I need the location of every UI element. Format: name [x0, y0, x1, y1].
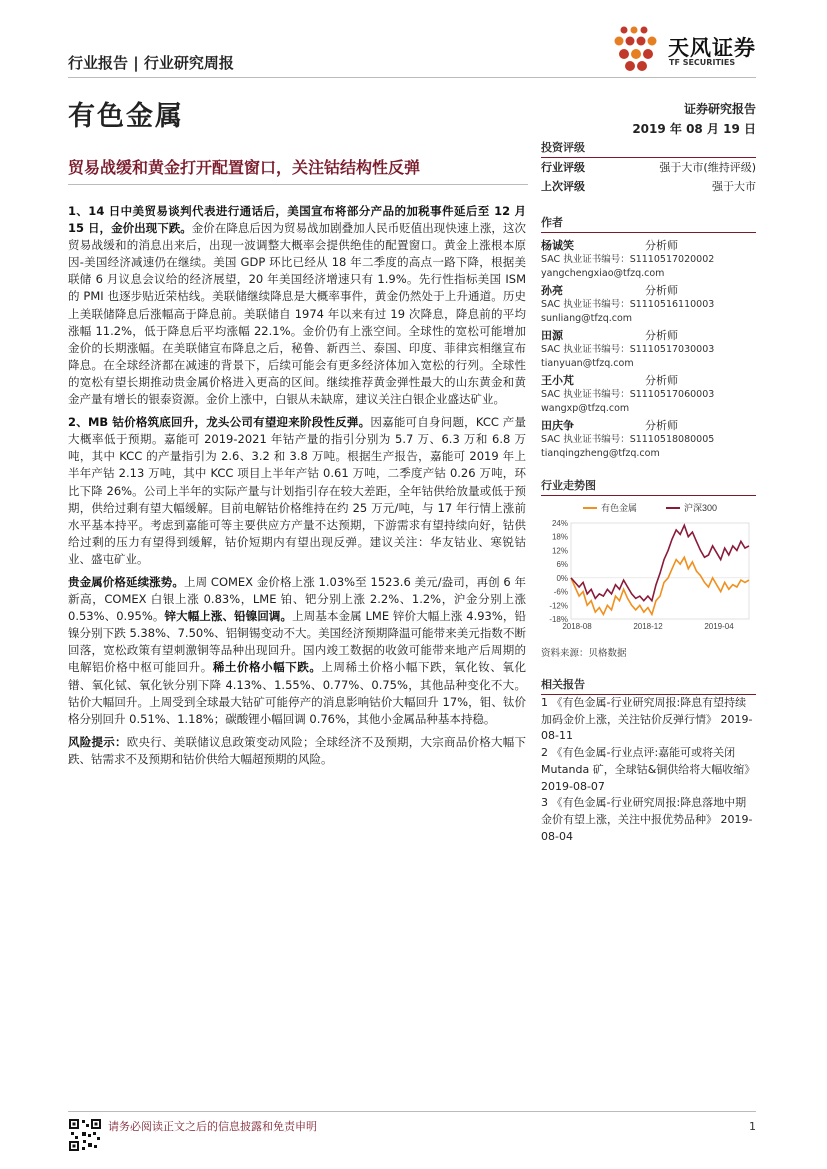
analyst-name: 田庆争: [541, 419, 574, 432]
trend-section: [541, 477, 756, 496]
rating-title: 投资评级: [541, 139, 756, 158]
rating-row: 行业评级 强于大市(维持评级): [541, 161, 756, 174]
analyst-cert: SAC 执业证书编号：S1110516110003: [541, 299, 715, 310]
industry-title: 有色金属: [68, 101, 184, 132]
analyst-name: 杨诚笑: [541, 239, 574, 252]
analyst-email[interactable]: yangchengxiao@tfzq.com: [541, 268, 665, 279]
paragraph-risk: 风险提示：欧央行、美联储议息政策变动风险；全球经济不及预期，大宗商品价格大幅下跌、钴需求不及预期和钴价供给大幅超预期的风险。: [68, 734, 526, 766]
x-tick-label: 2018-08: [562, 622, 592, 631]
x-tick-label: 2018-12: [633, 622, 663, 631]
rating-section: [541, 139, 756, 196]
chart-source: 资料来源：贝格数据: [541, 648, 627, 659]
paragraph-prices: 贵金属价格延续涨势。上周 COMEX 金价格上涨 1.03%至 1523.6 美元/盎司，再创 6 年新高，COMEX 白银上涨 0.83%，LME 铂、钯分别上涨 2.2%、1.2%，沪金分别上涨 0.53%、0.95%。锌大幅上涨、铅镍回调。上周基本金属 LME 锌价大幅上涨 4.93%，铅镍分别下跌 5.38%、7.50%、铝铜锡变动不大。美国经济预期降温可能带来美元指数不断回落，宽松政策有望刺激铜等品种出现回升。国内竣工数据的收敛可能带来地产后周期的电解铝价格中枢可能回升。稀土价格小幅下跌。上周稀土价格小幅下跌，氧化钕、氧化镨、氧化铽、氧化钬分别下降 4.13%、1.55%、0.77%、0.75%，其他品种变化不大。钴价大幅回升。上周受到全球最大钴矿可能停产的消息影响钴价大幅回升 17%，钼、钛价格分别回升 0.51%、1.18%；碳酸锂小幅回调 0.76%，其他小金属品种基本持稳。: [68, 574, 527, 726]
rating-row: 上次评级 强于大市: [541, 180, 756, 193]
y-tick-label: 24%: [551, 519, 568, 528]
y-tick-label: 6%: [556, 560, 568, 570]
trend-chart: [541, 497, 756, 637]
logo-text: 天风证券: [668, 36, 756, 60]
paragraph-cobalt: 2、MB 钴价格筑底回升，龙头公司有望迎来阶段性反弹。因嘉能可自身问题，KCC 产量大概率低于预期。嘉能可 2019-2021 年钴产量的指引分别为 5.7 万、6.3 万和 6.8 万吨，其中 KCC 的产量指引为 2.6、3.2 和 3.8 万吨。根据生产报告，嘉能可 2019 年上半年产钴 2.13 万吨，其中 KCC 项目上半年产钴 0.61 万吨，二季度产钴 0.26 万吨，环比下降 26%。公司上半年的实际产量与计划指引存在较大差距，全年钴供给放量或低于预期，供给过剩有望大幅缓解。目前电解钴价格维持在约 25 万元/吨，与 17 年行情上涨前水平基本持平。考虑到嘉能可等主要供应方产量不达预期，下游需求有望持续向好，钴供给过剩的压力有望得到缓解，钴价短期内有望出现反弹。建议关注：华友钴业、寒锐钴业、盛屯矿业。: [68, 415, 526, 566]
analyst-entry: [541, 329, 756, 371]
report-subtitle: 贸易战缓和黄金打开配置窗口，关注钴结构性反弹: [68, 158, 421, 177]
analyst-entry: [541, 284, 756, 326]
series-line-nonferrous: [571, 557, 749, 614]
analyst-name: 孙亮: [541, 284, 563, 297]
analyst-entry: [541, 374, 756, 416]
analyst-role: 分析师: [645, 419, 678, 432]
author-section: [541, 214, 756, 464]
y-tick-label: 18%: [551, 532, 568, 542]
report-date: 2019 年 08 月 19 日: [632, 122, 756, 136]
y-tick-label: 0%: [556, 573, 568, 583]
analyst-email[interactable]: tianqingzheng@tfzq.com: [541, 448, 660, 459]
analyst-role: 分析师: [645, 239, 678, 252]
related-report-link[interactable]: 3 《有色金属-行业研究周报:降息落地中期金价有望上涨，关注中报优势品种》 2019-08-04: [541, 796, 753, 843]
title-divider: [68, 184, 528, 185]
analyst-name: 田源: [541, 329, 563, 342]
related-title: 相关报告: [541, 676, 756, 695]
paragraph-gold: 1、14 日中美贸易谈判代表进行通话后，美国宣布将部分产品的加税事件延后至 12 月 15 日，金价出现下跌。金价在降息后因为贸易战加剧叠加人民币贬值出现快速上涨，这次贸易战缓和的消息出来后，出现一波调整大概率会提供绝佳的配置窗口。黄金上涨根本原因-美国经济减速仍在继续。美国 GDP 环比已经从 18 年二季度的高点一路下降，根据美联储 6 月议息会议给的经济展望，20 年美国经济增速只有 1.9%。先行性指标美国 ISM 的 PMI 也逐步贴近荣枯线。美联储继续降息是大概率事件，黄金仍然处于上升通道。历史上美联储降息后涨幅高于降息前。美联储自 1974 年以来有过 19 次降息，降息前的平均涨幅 11.2%，低于降息后平均涨幅 22.1%。金价仍有上涨空间。全球性的宽松可能增加金价的长期涨幅。在美联储宣布降息之后，秘鲁、新西兰、泰国、印度、菲律宾相继宣布降息。在全球经济都在减速的背景下，后续可能会有更多经济体加入宽松的行列。全球性的宽松有望长期推动贵金属价格进入更高的区间。继续推荐黄金弹性最大的山东黄金和黄金产量有增长的银泰资源。金价上涨中，白银从未缺席，建议关注白银企业盛达矿业。: [68, 204, 526, 407]
y-tick-label: -12%: [549, 601, 568, 611]
y-tick-label: -6%: [553, 587, 568, 597]
y-tick-label: -18%: [549, 615, 568, 624]
analyst-role: 分析师: [645, 284, 678, 297]
footer-divider: [68, 1111, 756, 1112]
analyst-email[interactable]: sunliang@tfzq.com: [541, 313, 633, 324]
x-tick-label: 2019-04: [704, 622, 734, 631]
analyst-cert: SAC 执业证书编号：S1110517020002: [541, 254, 715, 265]
analyst-entry: [541, 419, 756, 461]
analyst-cert: SAC 执业证书编号：S1110517030003: [541, 344, 715, 355]
related-report-link[interactable]: 2 《有色金属-行业点评:嘉能可或将关闭 Mutanda 矿，全球钴&铜供给将大幅收缩》 2019-08-07: [541, 746, 756, 793]
author-title: 作者: [541, 214, 756, 233]
main-body: [68, 203, 526, 774]
related-report-link[interactable]: 1 《有色金属-行业研究周报:降息有望持续加码金价上涨，关注钴价反弹行情》 2019-08-11: [541, 696, 753, 743]
legend-label: 沪深300: [684, 503, 718, 513]
footer-disclaimer: 请务必阅读正文之后的信息披露和免责申明: [108, 1120, 317, 1133]
analyst-email[interactable]: wangxp@tfzq.com: [541, 403, 630, 414]
logo-subtext: TF SECURITIES: [669, 58, 736, 67]
analyst-role: 分析师: [645, 374, 678, 387]
analyst-cert: SAC 执业证书编号：S1110518080005: [541, 434, 715, 445]
related-section: [541, 676, 756, 695]
header-divider: [68, 77, 756, 78]
analyst-entry: [541, 239, 756, 281]
analyst-email[interactable]: tianyuan@tfzq.com: [541, 358, 634, 369]
qr-code-icon: [68, 1118, 102, 1152]
page-number: 1: [749, 1120, 756, 1133]
legend-label: 有色金属: [601, 503, 638, 513]
report-type: 证券研究报告: [683, 102, 756, 116]
analyst-cert: SAC 执业证书编号：S1110517060003: [541, 389, 715, 400]
tf-logo-icon: [610, 22, 666, 74]
analyst-name: 王小芃: [541, 374, 574, 387]
y-tick-label: 12%: [551, 546, 568, 556]
report-label: 行业报告 | 行业研究周报: [68, 54, 234, 72]
related-list: [541, 695, 756, 845]
analyst-role: 分析师: [645, 329, 678, 342]
trend-title: 行业走势图: [541, 477, 756, 496]
